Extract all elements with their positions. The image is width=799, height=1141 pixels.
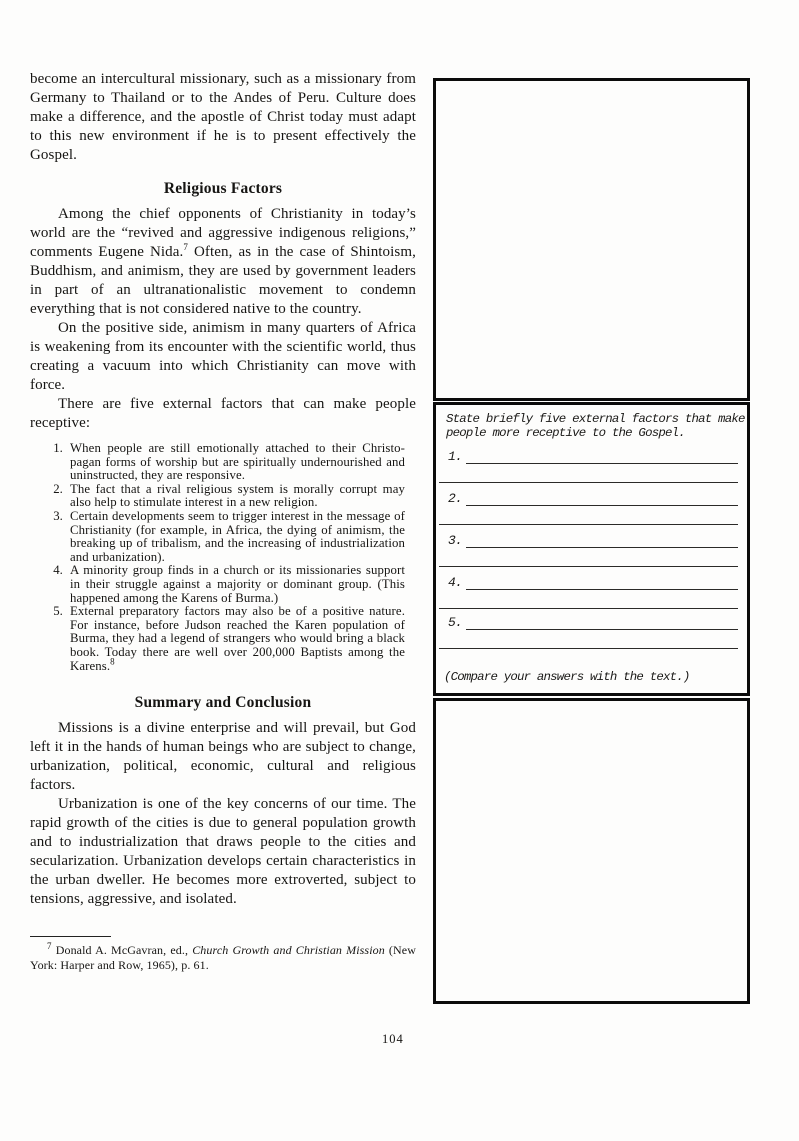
answer-item-5 bbox=[436, 615, 747, 655]
answer-blank-line bbox=[466, 450, 738, 464]
answer-item-2 bbox=[436, 491, 747, 531]
answer-item-1 bbox=[436, 449, 747, 489]
footnote bbox=[30, 943, 416, 973]
paragraph-urbanization: Urbanization is one of the key concerns of our time. The rapid growth of the cities is due to general population growth and to industrialization that draws people to the cities and secularization. Urbanization develops certain characteristics in the urban dweller. He becomes more extroverted, subject to tensions, aggressive, and isolated. bbox=[30, 796, 416, 908]
list-item-text: The fact that a rival religious system is morally corrupt may also help to stimulate interest in a new religion. bbox=[70, 481, 405, 510]
answer-blank-line bbox=[439, 469, 738, 483]
footnote-text-continued: (New York: Harper and Row, 1965), p. 61. bbox=[30, 943, 416, 973]
empty-illustration-box-bottom bbox=[433, 698, 750, 1004]
paragraph-five-factors-intro: There are five external factors that can make people receptive: bbox=[30, 396, 416, 431]
page-number: 104 bbox=[382, 1032, 404, 1046]
empty-illustration-box-top bbox=[433, 78, 750, 401]
section-heading-summary: Summary and Conclusion bbox=[134, 694, 312, 712]
footnote-reference-7: 7 bbox=[183, 242, 188, 252]
paragraph-opponents-text-continued: Often, as in the case of Shintoism, Buddhism, and animism, they are used by government leaders in part of an ultranationalistic movement to condemn everything that is not considered native to the country. bbox=[30, 244, 416, 317]
list-item-number: 5. bbox=[53, 604, 63, 619]
footnote-book-title: Church Growth and Christian Mission bbox=[192, 943, 385, 958]
paragraph-missions: Missions is a divine enterprise and will prevail, but God left it in the hands of human beings who are subject to change, urbanization, political, economic, cultural and religious factors. bbox=[30, 720, 416, 794]
paragraph-continuation: become an intercultural missionary, such as a missionary from Germany to Thailand or to the Andes of Peru. Culture does make a difference, and the apostle of Christ today must adapt to this new environment if he is to present effectively the Gospel. bbox=[30, 71, 416, 163]
list-item-text: External preparatory factors may also be of a positive nature. For instance, before Judson reached the Karen population of Burma, they had a legend of strangers who would bring a black book. Today there are well over 200,000 Baptists among the Karens.$^8$ bbox=[70, 604, 405, 673]
exercise-prompt bbox=[446, 412, 745, 440]
exercise-prompt-line-1: State briefly five external factors that make bbox=[446, 412, 745, 426]
answer-blank-line bbox=[439, 511, 738, 525]
answer-blank-line bbox=[466, 534, 738, 548]
answer-blank-line bbox=[439, 635, 738, 649]
list-item-text: Certain developments seem to trigger interest in the message of Christianity (for example, in Africa, the dying of animism, the breaking up of tribalism, and the increasing of industrialization and urbanization). bbox=[70, 508, 405, 564]
answer-blank-line bbox=[466, 616, 738, 630]
list-item bbox=[48, 442, 405, 483]
list-item-number: 3. bbox=[53, 508, 63, 523]
answer-number: 5. bbox=[448, 615, 463, 630]
list-item-text: When people are still emotionally attached to their Christo-pagan forms of worship but are spiritually undernourished and uninstructed, they are responsive. bbox=[70, 441, 405, 483]
section-heading-religious-factors: Religious Factors bbox=[163, 180, 283, 197]
list-item bbox=[48, 510, 405, 564]
footnote-text: Donald A. McGavran, ed., bbox=[51, 943, 193, 958]
compare-answers-note: (Compare your answers with the text.) bbox=[444, 670, 690, 684]
paragraph-opponents-text: Among the chief opponents of Christianity in today’s world are the “revived and aggressive indigenous religions,” comments Eugene Nida. bbox=[30, 206, 416, 260]
footnote-divider bbox=[30, 936, 111, 937]
list-item-number: 2. bbox=[53, 481, 63, 496]
answer-blank-line bbox=[466, 576, 738, 590]
answer-number: 4. bbox=[448, 575, 463, 590]
answer-number: 2. bbox=[448, 491, 463, 506]
paragraph-positive-side: On the positive side, animism in many quarters of Africa is weakening from its encounter with the scientific world, thus creating a vacuum into which Christianity can move with force. bbox=[30, 320, 416, 393]
exercise-prompt-line-2: people more receptive to the Gospel. bbox=[446, 426, 685, 440]
list-item-text: A minority group finds in a church or its missionaries support in their struggle against a majority or dominant group. (This happened among the Karens of Burma.) bbox=[70, 563, 405, 605]
answer-item-4 bbox=[436, 575, 747, 615]
answer-blank-line bbox=[439, 595, 738, 609]
list-item bbox=[48, 605, 405, 673]
answer-blank-line bbox=[466, 492, 738, 506]
answer-blank-line bbox=[439, 553, 738, 567]
list-item bbox=[48, 564, 405, 605]
body-text-column bbox=[30, 70, 416, 973]
exercise-answer-box bbox=[433, 402, 750, 696]
factors-list bbox=[48, 442, 405, 673]
list-item bbox=[48, 483, 405, 510]
paragraph-opponents bbox=[30, 205, 416, 319]
footnote-number: 7 bbox=[47, 941, 52, 952]
answer-number: 3. bbox=[448, 533, 463, 548]
footnote-reference-8: 8 bbox=[110, 656, 115, 667]
list-item-number: 4. bbox=[53, 563, 63, 578]
answer-number: 1. bbox=[448, 449, 463, 464]
list-item-number: 1. bbox=[53, 441, 63, 455]
answer-item-3 bbox=[436, 533, 747, 573]
